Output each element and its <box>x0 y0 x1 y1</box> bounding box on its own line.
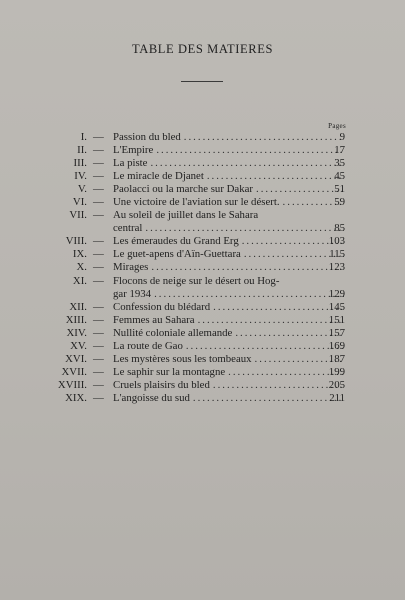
chapter-number: VII. <box>69 209 87 222</box>
page-title: TABLE DES MATIERES <box>131 42 274 56</box>
leader-dots <box>184 131 344 144</box>
chapter-number: XIII. <box>65 313 87 326</box>
chapter-number: XVI. <box>65 352 87 365</box>
toc-entry <box>0 301 405 314</box>
toc-entry <box>0 340 405 353</box>
separator-dash: — <box>93 183 104 196</box>
chapter-title-line: Passion du bled ..... <box>113 131 347 144</box>
chapter-number: XV. <box>70 339 87 352</box>
page-number: 151 <box>328 313 345 326</box>
chapter-number: VIII. <box>65 235 87 248</box>
toc-entry <box>0 235 405 248</box>
chapter-title <box>113 170 347 183</box>
chapter-title-line: La route de Gao ..... <box>113 340 347 353</box>
chapter-title <box>113 366 347 379</box>
page-number: 129 <box>328 287 345 300</box>
chapter-title-line: Femmes au Sahara ..... <box>113 314 347 327</box>
toc-entry <box>0 248 405 261</box>
page-number: 17 <box>334 144 345 157</box>
chapter-title-line: gar 1934 ..... <box>113 288 347 301</box>
page-number: 85 <box>334 222 345 235</box>
page-number: 145 <box>328 300 345 313</box>
chapter-title <box>113 353 347 366</box>
chapter-number: XII. <box>69 300 87 313</box>
leader-dots <box>145 222 344 235</box>
chapter-number: XVIII. <box>57 378 87 391</box>
page-number: 35 <box>334 157 345 170</box>
page-number: 211 <box>329 391 345 404</box>
chapter-title <box>113 209 347 235</box>
chapter-title <box>113 314 347 327</box>
page-number: 51 <box>334 183 345 196</box>
chapter-title-line: Nullité coloniale allemande ..... <box>113 327 347 340</box>
separator-dash: — <box>93 131 104 143</box>
separator-dash: — <box>93 365 104 378</box>
chapter-number: XIX. <box>65 391 87 404</box>
separator-dash: — <box>93 144 104 157</box>
toc-entry <box>0 379 405 392</box>
separator-dash: — <box>93 157 104 170</box>
leader-dots <box>154 288 344 301</box>
chapter-title-line: Mirages ..... <box>113 261 347 274</box>
chapter-title <box>113 275 347 301</box>
toc-entry <box>0 144 405 157</box>
chapter-title-line: Les émeraudes du Grand Erg ..... <box>113 235 347 248</box>
separator-dash: — <box>93 378 104 391</box>
chapter-title-line: Cruels plaisirs du bled ..... <box>113 379 347 392</box>
page-number: 9 <box>339 131 345 143</box>
toc-entry <box>0 261 405 274</box>
leader-dots <box>151 261 344 274</box>
chapter-title <box>113 301 347 314</box>
chapter-title <box>113 379 347 392</box>
chapter-title-line: Confession du blédard ..... <box>113 301 347 314</box>
separator-dash: — <box>93 170 104 183</box>
separator-dash: — <box>93 313 104 326</box>
chapter-title <box>113 235 347 248</box>
chapter-title <box>113 340 347 353</box>
toc-entry <box>0 157 405 170</box>
chapter-number: XVII. <box>61 365 87 378</box>
separator-dash: — <box>93 352 104 365</box>
chapter-title-line: Le miracle de Djanet ..... <box>113 170 347 183</box>
chapter-number: I. <box>80 131 87 143</box>
toc-entry <box>0 209 405 235</box>
separator-dash: — <box>93 209 104 222</box>
chapter-number: IX. <box>72 248 87 261</box>
chapter-number: X. <box>76 261 87 274</box>
chapter-number: V. <box>77 183 87 196</box>
chapter-title-line: central ..... <box>113 222 347 235</box>
page-number: 187 <box>328 352 345 365</box>
separator-dash: — <box>93 391 104 404</box>
separator-dash: — <box>93 235 104 248</box>
table-of-contents <box>0 131 405 405</box>
chapter-number: VI. <box>72 196 87 209</box>
chapter-title <box>113 261 347 274</box>
separator-dash: — <box>93 326 104 339</box>
separator-dash: — <box>93 261 104 274</box>
toc-entry <box>0 327 405 340</box>
chapter-title-line: Le guet-apens d'Aïn-Guettara ..... <box>113 248 347 261</box>
chapter-title-line: L'Empire ..... <box>113 144 347 157</box>
chapter-title-line: Paolacci ou la marche sur Dakar ..... <box>113 183 347 196</box>
chapter-title <box>113 327 347 340</box>
page-number: 45 <box>334 170 345 183</box>
toc-entry <box>0 183 405 196</box>
chapter-number: XIV. <box>66 326 87 339</box>
page-number: 169 <box>328 339 345 352</box>
chapter-title <box>113 183 347 196</box>
chapter-title <box>113 392 347 405</box>
chapter-title <box>113 157 347 170</box>
chapter-title-line: Flocons de neige sur le désert ou Hog- <box>113 274 280 287</box>
toc-entry <box>0 353 405 366</box>
toc-entry <box>0 131 405 144</box>
page-number: 103 <box>328 235 345 248</box>
chapter-title <box>113 196 347 209</box>
chapter-title-line: Le saphir sur la montagne ..... <box>113 366 347 379</box>
chapter-title <box>113 131 347 144</box>
chapter-number: IV. <box>74 170 87 183</box>
toc-entry <box>0 366 405 379</box>
pages-column-label: Pages <box>328 122 346 130</box>
chapter-title-line: L'angoisse du sud ..... <box>113 392 347 405</box>
leader-dots <box>150 157 344 170</box>
toc-entry <box>0 196 405 209</box>
page-number: 205 <box>328 378 345 391</box>
chapter-title <box>113 248 347 261</box>
chapter-title <box>113 144 347 157</box>
separator-dash: — <box>93 196 104 209</box>
page-number: 199 <box>328 365 345 378</box>
page-number: 157 <box>328 326 345 339</box>
toc-entry <box>0 392 405 405</box>
page-number: 123 <box>328 261 345 274</box>
leader-dots <box>156 144 344 157</box>
separator-dash: — <box>93 274 104 287</box>
separator-dash: — <box>93 300 104 313</box>
chapter-number: XI. <box>72 274 87 287</box>
chapter-title-line: Une victoire de l'aviation sur le désert. ..... <box>113 196 347 209</box>
toc-entry <box>0 314 405 327</box>
chapter-title-line: Au soleil de juillet dans le Sahara <box>113 209 259 222</box>
page-number: 115 <box>329 248 345 261</box>
separator-dash: — <box>93 248 104 261</box>
toc-entry <box>0 275 405 301</box>
chapter-number: III. <box>73 157 87 170</box>
toc-entry <box>0 170 405 183</box>
chapter-title-line: Les mystères sous les tombeaux ..... <box>113 353 347 366</box>
page-number: 59 <box>334 196 345 209</box>
title-rule <box>181 81 223 82</box>
chapter-title-line: La piste ..... <box>113 157 347 170</box>
chapter-number: II. <box>77 144 87 157</box>
separator-dash: — <box>93 339 104 352</box>
